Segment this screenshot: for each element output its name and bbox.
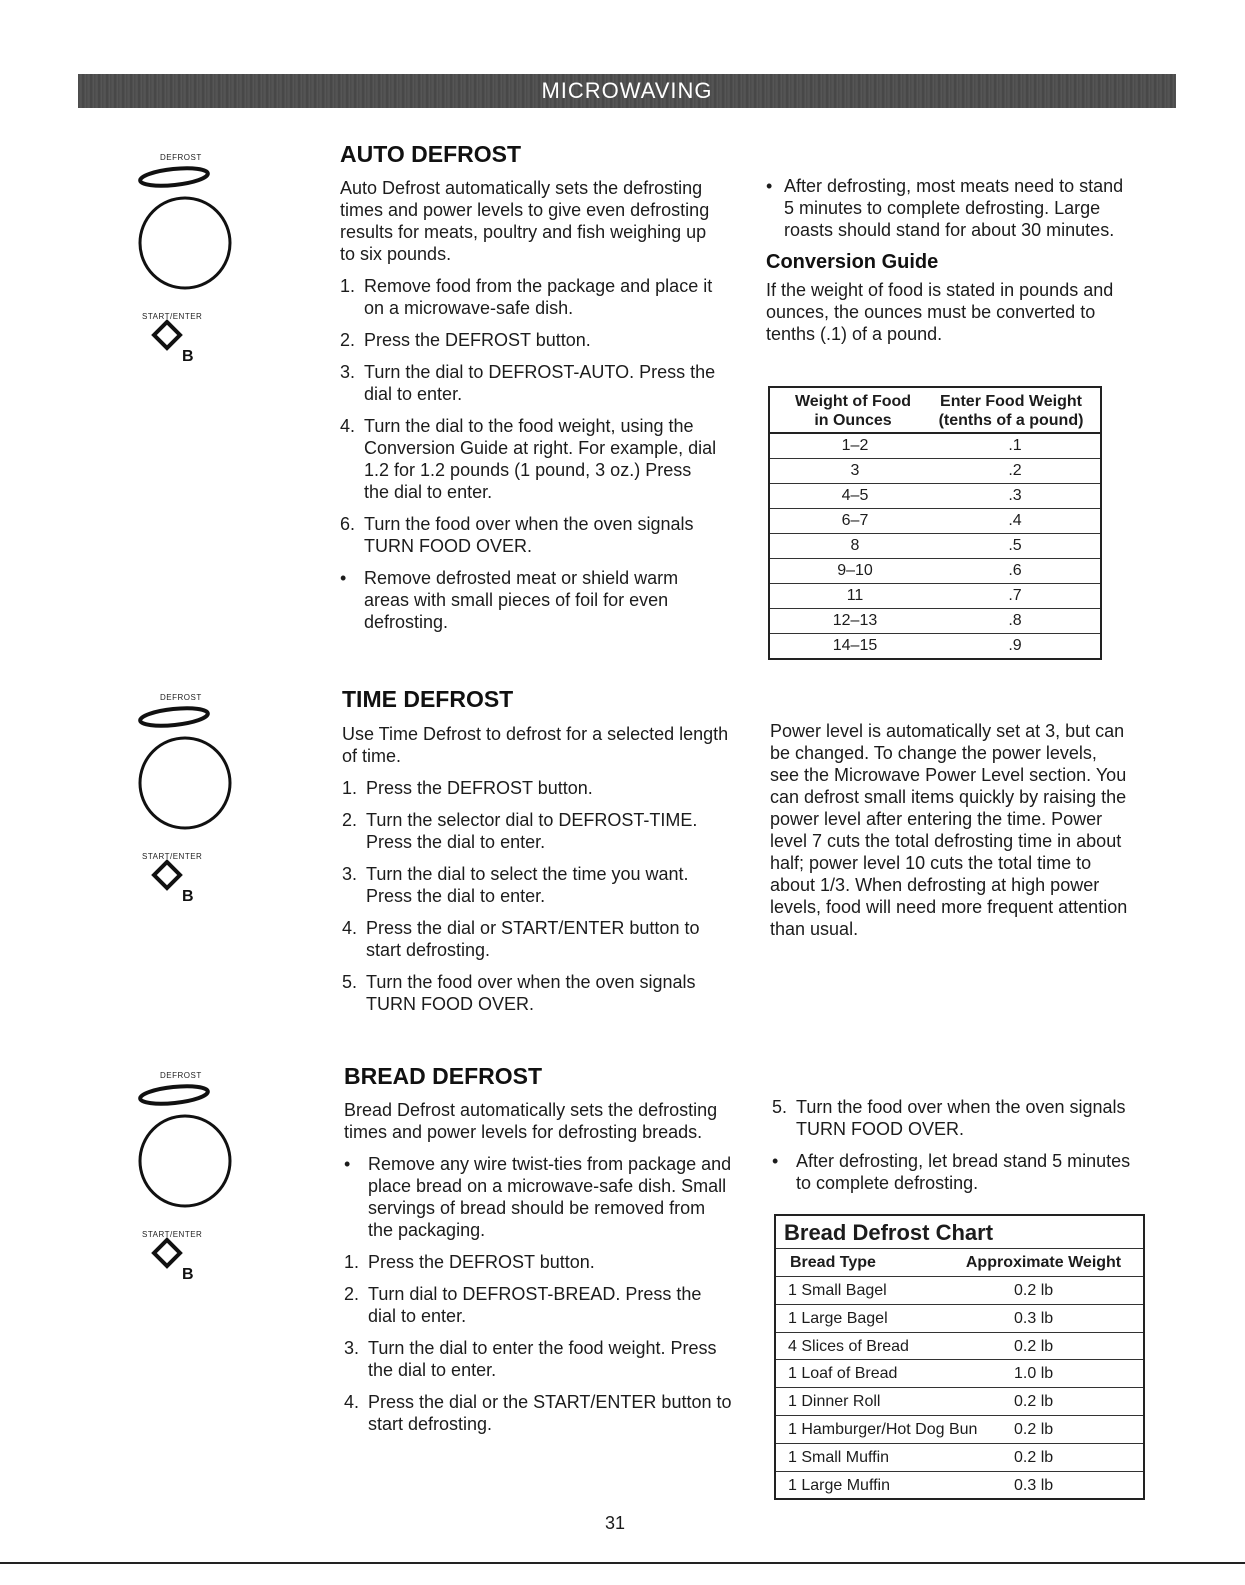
list-item: 5. Turn the food over when the oven signals TURN FOOD OVER.: [772, 1097, 1126, 1139]
table-row: 9–10 .6: [770, 559, 1100, 584]
bottom-divider: [0, 1562, 1245, 1564]
power-level-text: Power level is automatically set at 3, but can be changed. To change the power levels, see the Microwave Power Level section. You can defrost small items quickly by raising the power level after entering the time. Power level 7 cuts the total defrosting time in about half; power level 10 cuts the total time to about 1/3. When defrosting at high power levels, food will need more frequent attention than usual.: [770, 721, 1128, 939]
defrost-label: DEFROST: [160, 153, 202, 162]
table-row: 12–13 .8: [770, 609, 1100, 634]
bread-defrost-intro: Bread Defrost automatically sets the defrosting times and power levels for defrosting breads.: [344, 1100, 718, 1142]
table-row: 4–5 .3: [770, 484, 1100, 509]
start-enter-label: START/ENTER: [142, 852, 203, 861]
time-defrost-left-column: [342, 723, 732, 1025]
table-row: 1 Dinner Roll 0.2 lb: [776, 1388, 1143, 1416]
time-defrost-right-column: [770, 720, 1130, 950]
list-item: • Remove defrosted meat or shield warm areas with small pieces of foil for even defrosting.: [340, 568, 679, 632]
time-defrost-intro: Use Time Defrost to defrost for a selected length of time.: [342, 724, 729, 766]
bread-defrost-left-column: [344, 1099, 734, 1445]
list-item: • Remove any wire twist-ties from package and place bread on a microwave-safe dish. Small servings of bread should be removed from the packaging.: [344, 1154, 732, 1240]
section-title: MICROWAVING: [541, 78, 713, 103]
table-row: 1 Small Muffin 0.2 lb: [776, 1444, 1143, 1472]
auto-defrost-title: AUTO DEFROST: [340, 141, 522, 167]
conversion-guide-heading: Conversion Guide: [766, 251, 939, 273]
list-item: 2. Turn dial to DEFROST-BREAD. Press the dial to enter.: [344, 1284, 702, 1326]
time-defrost-controls: [130, 690, 240, 910]
bread-chart-header: Bread Type Approximate Weight: [776, 1249, 1143, 1277]
conversion-guide-text: If the weight of food is stated in pounds and ounces, the ounces must be converted to tenths (.1) of a pound.: [766, 280, 1114, 344]
list-item: 5. Turn the food over when the oven signals TURN FOOD OVER.: [342, 972, 696, 1014]
list-item: 1. Remove food from the package and place it on a microwave-safe dish.: [340, 276, 713, 318]
bread-defrost-right-column: [772, 1096, 1132, 1204]
svg-text:B: B: [182, 1266, 194, 1283]
list-item: 3. Turn the dial to enter the food weight. Press the dial to enter.: [344, 1338, 717, 1380]
table-row: 1 Large Bagel 0.3 lb: [776, 1305, 1143, 1333]
svg-text:B: B: [182, 348, 194, 365]
defrost-label: DEFROST: [160, 1071, 202, 1080]
defrost-label: DEFROST: [160, 693, 202, 702]
conversion-table: [768, 386, 1102, 660]
list-item: 3. Turn the dial to DEFROST-AUTO. Press the dial to enter.: [340, 362, 716, 404]
conversion-table-header: Weight of Food in Ounces Enter Food Weight (tenths of a pound): [770, 388, 1100, 434]
list-item: • After defrosting, let bread stand 5 minutes to complete defrosting.: [772, 1151, 1131, 1193]
table-row: 3 .2: [770, 459, 1100, 484]
list-item: 1. Press the DEFROST button.: [344, 1252, 595, 1272]
table-row: 6–7 .4: [770, 509, 1100, 534]
table-row: 1 Hamburger/Hot Dog Bun 0.2 lb: [776, 1416, 1143, 1444]
defrost-button-icon: [130, 1068, 240, 1288]
list-item: 2. Turn the selector dial to DEFROST-TIME. Press the dial to enter.: [342, 810, 698, 852]
table-row: 1 Loaf of Bread 1.0 lb: [776, 1360, 1143, 1388]
list-item: 4. Press the dial or the START/ENTER button to start defrosting.: [344, 1392, 732, 1434]
table-row: 1 Large Muffin 0.3 lb: [788, 1476, 1054, 1494]
page-number: 31: [605, 1513, 626, 1533]
section-header-bar: [78, 74, 1176, 108]
start-enter-label: START/ENTER: [142, 1230, 203, 1239]
bread-chart-title: Bread Defrost Chart: [776, 1216, 1143, 1249]
list-item: 3. Turn the dial to select the time you want. Press the dial to enter.: [342, 864, 689, 906]
table-row: 1–2 .1: [770, 434, 1100, 459]
table-row: 11 .7: [770, 584, 1100, 609]
defrost-button-icon: [130, 150, 240, 370]
auto-defrost-controls: [130, 150, 240, 370]
auto-defrost-intro: Auto Defrost automatically sets the defrosting times and power levels to give even defrosting results for meats, poultry and fish weighing up to six pounds.: [340, 178, 710, 264]
list-item: 6. Turn the food over when the oven signals TURN FOOD OVER.: [340, 514, 694, 556]
table-row: 1 Small Bagel 0.2 lb: [776, 1277, 1143, 1305]
table-row: 4 Slices of Bread 0.2 lb: [776, 1333, 1143, 1361]
bread-defrost-controls: [130, 1068, 240, 1288]
start-enter-label: START/ENTER: [142, 312, 203, 321]
auto-defrost-left-column: [340, 177, 720, 643]
bread-defrost-chart: [774, 1214, 1145, 1500]
list-item: 4. Press the dial or START/ENTER button to start defrosting.: [342, 918, 700, 960]
auto-defrost-right-column: [766, 175, 1126, 355]
time-defrost-title: TIME DEFROST: [342, 686, 514, 712]
table-row: 8 .5: [770, 534, 1100, 559]
list-item: • After defrosting, most meats need to stand 5 minutes to complete defrosting. Large roasts should stand for about 30 minutes.: [766, 176, 1124, 240]
list-item: 1. Press the DEFROST button.: [342, 778, 593, 798]
table-row: 14–15 .9: [832, 637, 1022, 654]
list-item: 2. Press the DEFROST button.: [340, 330, 591, 350]
svg-text:B: B: [182, 888, 194, 905]
bread-defrost-title: BREAD DEFROST: [344, 1063, 543, 1089]
list-item: 4. Turn the dial to the food weight, using the Conversion Guide at right. For example, dial 1.2 for 1.2 pounds (1 pound, 3 oz.) Press the dial to enter.: [340, 416, 717, 502]
defrost-button-icon: [130, 690, 240, 910]
